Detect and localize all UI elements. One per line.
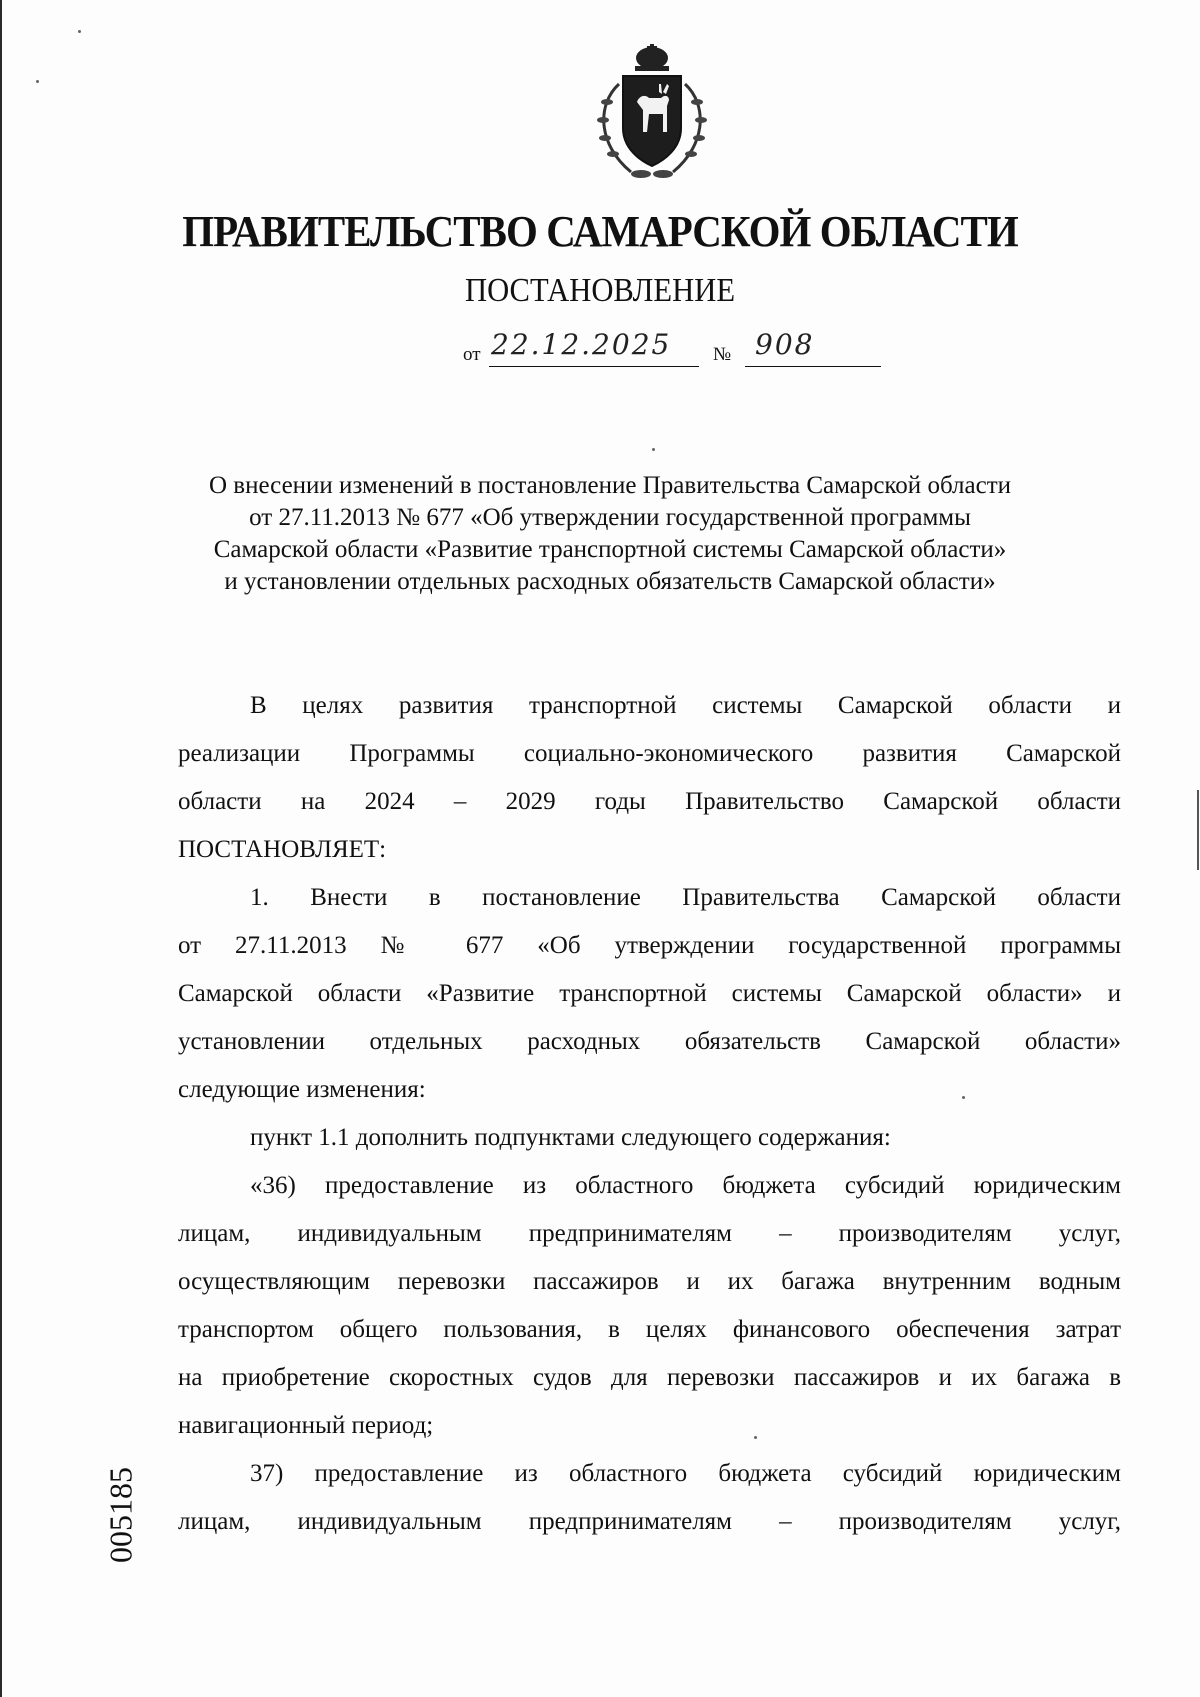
number-value: 908 bbox=[755, 328, 815, 361]
margin-number-text: 005185 bbox=[102, 1467, 139, 1563]
body-line: осуществляющим перевозки пассажиров и их багажа внутренним водным bbox=[178, 1268, 1121, 1295]
body-line: В целях развития транспортной системы Самарской области и bbox=[250, 692, 1121, 719]
body-line: Самарской области «Развитие транспортной системы Самарской области» и bbox=[178, 980, 1121, 1007]
body-line: следующие изменения: bbox=[178, 1076, 426, 1103]
document-heading bbox=[150, 470, 1070, 598]
body-line: лицам, индивидуальным предпринимателям – производителям услуг, bbox=[178, 1508, 1121, 1535]
scan-speck bbox=[36, 80, 39, 83]
date-number-line bbox=[455, 330, 855, 370]
date-underline bbox=[489, 366, 699, 367]
number-prefix: № bbox=[713, 344, 732, 365]
body-line: 37) предоставление из областного бюджета субсидий юридическим bbox=[250, 1460, 1121, 1487]
body-line: ПОСТАНОВЛЯЕТ: bbox=[178, 836, 387, 863]
body-line: реализации Программы социально-экономического развития Самарской bbox=[178, 740, 1121, 767]
body-line: транспортом общего пользования, в целях финансового обеспечения затрат bbox=[178, 1316, 1121, 1343]
heading-line: О внесении изменений в постановление Правительства Самарской области bbox=[208, 472, 1012, 499]
scan-left-edge bbox=[0, 0, 2, 1697]
heading-line: от 27.11.2013 № 677 «Об утверждении государственной программы bbox=[249, 504, 971, 531]
scan-speck bbox=[962, 1096, 965, 1099]
heading-line: и установлении отдельных расходных обязательств Самарской области» bbox=[224, 568, 996, 595]
scan-speck bbox=[78, 30, 81, 33]
number-underline bbox=[745, 366, 881, 367]
body-line: лицам, индивидуальным предпринимателям – производителям услуг, bbox=[178, 1220, 1121, 1247]
date-value: 22.12.2025 bbox=[491, 328, 672, 361]
body-line: установлении отдельных расходных обязательств Самарской области» bbox=[178, 1028, 1121, 1055]
body-line: «36) предоставление из областного бюджета субсидий юридическим bbox=[250, 1172, 1121, 1199]
scan-speck bbox=[652, 448, 655, 451]
scan-speck bbox=[754, 1436, 757, 1439]
body-line: от 27.11.2013 № 677 «Об утверждении государственной программы bbox=[178, 932, 1121, 959]
samara-coat-of-arms-icon bbox=[591, 44, 713, 182]
body-line: 1. Внести в постановление Правительства Самарской области bbox=[250, 884, 1121, 911]
heading-line: Самарской области «Развитие транспортной системы Самарской области» bbox=[213, 536, 1007, 563]
scan-right-mark bbox=[1197, 790, 1199, 870]
body-line: навигационный период; bbox=[178, 1412, 434, 1439]
government-title: ПРАВИТЕЛЬСТВО САМАРСКОЙ ОБЛАСТИ bbox=[182, 207, 1018, 256]
body-line: пункт 1.1 дополнить подпунктами следующего содержания: bbox=[250, 1124, 891, 1151]
margin-registration-number bbox=[101, 1440, 141, 1590]
body-line: на приобретение скоростных судов для перевозки пассажиров и их багажа в bbox=[178, 1364, 1121, 1391]
date-prefix: от bbox=[463, 344, 481, 365]
document-body bbox=[178, 682, 1121, 1546]
body-line: области на 2024 – 2029 годы Правительство Самарской области bbox=[178, 788, 1121, 815]
document-type: ПОСТАНОВЛЕНИЕ bbox=[464, 272, 736, 309]
